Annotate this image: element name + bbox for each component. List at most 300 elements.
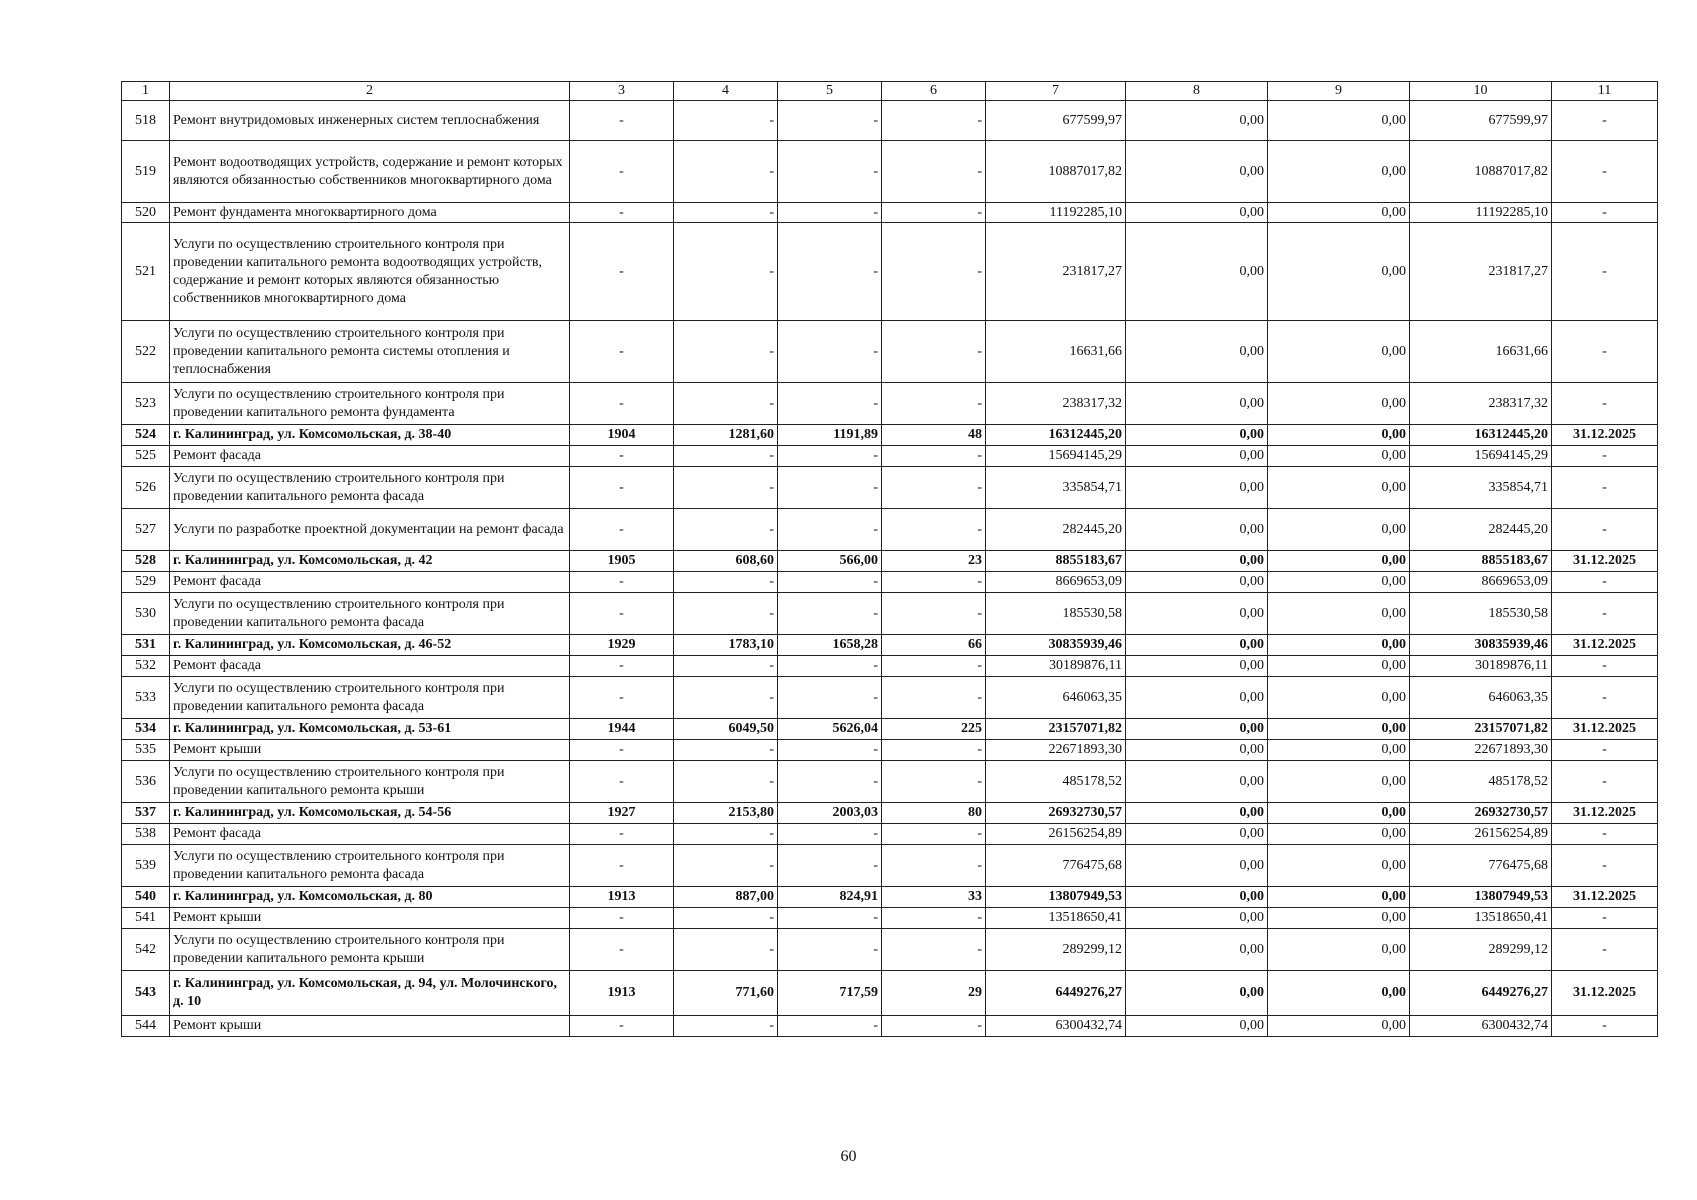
cell-col7: 677599,97 xyxy=(986,101,1126,141)
cell-col3: - xyxy=(570,203,674,223)
row-number-cell: 540 xyxy=(122,887,170,908)
cell-col4: - xyxy=(674,824,778,845)
row-name-cell: Услуги по разработке проектной документации на ремонт фасада xyxy=(170,509,570,551)
cell-col4: - xyxy=(674,203,778,223)
cell-col3: - xyxy=(570,908,674,929)
cell-col5: - xyxy=(778,761,882,803)
page-number: 60 xyxy=(840,1148,857,1165)
cell-col6: - xyxy=(882,223,986,321)
row-number-cell: 533 xyxy=(122,677,170,719)
row-number-cell: 518 xyxy=(122,101,170,141)
cell-col11: 31.12.2025 xyxy=(1552,635,1658,656)
table-row xyxy=(122,1016,1658,1037)
cell-col5: 2003,03 xyxy=(778,803,882,824)
address-row xyxy=(122,425,1658,446)
cell-col8: 0,00 xyxy=(1126,887,1268,908)
cell-col4: - xyxy=(674,1016,778,1037)
cell-col7: 6300432,74 xyxy=(986,1016,1126,1037)
cell-col6: - xyxy=(882,383,986,425)
cell-col5: - xyxy=(778,383,882,425)
row-name-cell: Ремонт водоотводящих устройств, содержание и ремонт которых являются обязанностью собственников многоквартирного дома xyxy=(170,141,570,203)
cell-col5: - xyxy=(778,509,882,551)
cell-col10: 15694145,29 xyxy=(1410,446,1552,467)
cell-col10: 23157071,82 xyxy=(1410,719,1552,740)
row-number-cell: 538 xyxy=(122,824,170,845)
cell-col6: 29 xyxy=(882,971,986,1016)
cell-col7: 776475,68 xyxy=(986,845,1126,887)
cell-col6: - xyxy=(882,677,986,719)
cell-col6: 23 xyxy=(882,551,986,572)
cell-col10: 776475,68 xyxy=(1410,845,1552,887)
cell-col8: 0,00 xyxy=(1126,761,1268,803)
cell-col4: - xyxy=(674,383,778,425)
row-number-cell: 525 xyxy=(122,446,170,467)
cell-col7: 6449276,27 xyxy=(986,971,1126,1016)
cell-col11: - xyxy=(1552,656,1658,677)
cell-col9: 0,00 xyxy=(1268,908,1410,929)
row-name-cell: Услуги по осуществлению строительного контроля при проведении капитального ремонта фасада xyxy=(170,677,570,719)
row-name-cell: Услуги по осуществлению строительного контроля при проведении капитального ремонта фасада xyxy=(170,845,570,887)
row-number-cell: 519 xyxy=(122,141,170,203)
cell-col6: - xyxy=(882,141,986,203)
cell-col8: 0,00 xyxy=(1126,677,1268,719)
cell-col11: 31.12.2025 xyxy=(1552,803,1658,824)
cell-col5: - xyxy=(778,677,882,719)
row-name-cell: Ремонт фасада xyxy=(170,656,570,677)
cell-col6: - xyxy=(882,1016,986,1037)
cell-col11: 31.12.2025 xyxy=(1552,887,1658,908)
row-name-cell: Услуги по осуществлению строительного контроля при проведении капитального ремонта фундамента xyxy=(170,383,570,425)
cell-col6: 33 xyxy=(882,887,986,908)
row-name-cell: Услуги по осуществлению строительного контроля при проведении капитального ремонта системы отопления и теплоснабжения xyxy=(170,321,570,383)
row-name-cell: Ремонт крыши xyxy=(170,1016,570,1037)
cell-col8: 0,00 xyxy=(1126,509,1268,551)
cell-col10: 646063,35 xyxy=(1410,677,1552,719)
row-name-cell: г. Калининград, ул. Комсомольская, д. 80 xyxy=(170,887,570,908)
cell-col6: - xyxy=(882,446,986,467)
cell-col4: - xyxy=(674,321,778,383)
cell-col3: 1913 xyxy=(570,971,674,1016)
cell-col6: 80 xyxy=(882,803,986,824)
table-row xyxy=(122,656,1658,677)
cell-col7: 231817,27 xyxy=(986,223,1126,321)
table-row xyxy=(122,203,1658,223)
cell-col11: - xyxy=(1552,845,1658,887)
cell-col7: 289299,12 xyxy=(986,929,1126,971)
cell-col6: - xyxy=(882,203,986,223)
cell-col4: - xyxy=(674,101,778,141)
cell-col9: 0,00 xyxy=(1268,677,1410,719)
cell-col9: 0,00 xyxy=(1268,761,1410,803)
row-number-cell: 532 xyxy=(122,656,170,677)
cell-col6: - xyxy=(882,593,986,635)
row-number-cell: 529 xyxy=(122,572,170,593)
header-cell: 9 xyxy=(1268,82,1410,101)
cell-col10: 13807949,53 xyxy=(1410,887,1552,908)
row-name-cell: Ремонт крыши xyxy=(170,740,570,761)
cell-col7: 485178,52 xyxy=(986,761,1126,803)
cell-col11: - xyxy=(1552,509,1658,551)
cell-col9: 0,00 xyxy=(1268,509,1410,551)
cell-col9: 0,00 xyxy=(1268,321,1410,383)
cell-col7: 22671893,30 xyxy=(986,740,1126,761)
cell-col10: 10887017,82 xyxy=(1410,141,1552,203)
cell-col5: - xyxy=(778,141,882,203)
row-number-cell: 542 xyxy=(122,929,170,971)
cell-col9: 0,00 xyxy=(1268,101,1410,141)
row-number-cell: 541 xyxy=(122,908,170,929)
cell-col4: - xyxy=(674,509,778,551)
table-row xyxy=(122,677,1658,719)
cell-col4: - xyxy=(674,761,778,803)
cell-col3: - xyxy=(570,321,674,383)
cell-col5: 566,00 xyxy=(778,551,882,572)
cell-col10: 8855183,67 xyxy=(1410,551,1552,572)
cell-col7: 335854,71 xyxy=(986,467,1126,509)
cell-col5: - xyxy=(778,321,882,383)
cell-col8: 0,00 xyxy=(1126,908,1268,929)
cell-col3: 1927 xyxy=(570,803,674,824)
cell-col9: 0,00 xyxy=(1268,803,1410,824)
cell-col11: - xyxy=(1552,383,1658,425)
address-row xyxy=(122,551,1658,572)
table-row xyxy=(122,383,1658,425)
cell-col9: 0,00 xyxy=(1268,593,1410,635)
table-row xyxy=(122,572,1658,593)
row-number-cell: 536 xyxy=(122,761,170,803)
cell-col3: - xyxy=(570,223,674,321)
cell-col6: - xyxy=(882,572,986,593)
row-name-cell: Услуги по осуществлению строительного контроля при проведении капитального ремонта фасада xyxy=(170,593,570,635)
cell-col10: 26156254,89 xyxy=(1410,824,1552,845)
header-cell: 11 xyxy=(1552,82,1658,101)
cell-col9: 0,00 xyxy=(1268,446,1410,467)
cell-col3: 1913 xyxy=(570,887,674,908)
cell-col4: - xyxy=(674,845,778,887)
cell-col10: 289299,12 xyxy=(1410,929,1552,971)
cell-col7: 8669653,09 xyxy=(986,572,1126,593)
row-name-cell: Ремонт фасада xyxy=(170,572,570,593)
cell-col7: 13807949,53 xyxy=(986,887,1126,908)
row-number-cell: 539 xyxy=(122,845,170,887)
cell-col11: - xyxy=(1552,223,1658,321)
row-name-cell: г. Калининград, ул. Комсомольская, д. 46-52 xyxy=(170,635,570,656)
table-row xyxy=(122,509,1658,551)
cell-col9: 0,00 xyxy=(1268,572,1410,593)
cell-col8: 0,00 xyxy=(1126,101,1268,141)
row-name-cell: Ремонт фундамента многоквартирного дома xyxy=(170,203,570,223)
row-number-cell: 522 xyxy=(122,321,170,383)
cell-col4: 887,00 xyxy=(674,887,778,908)
cell-col9: 0,00 xyxy=(1268,141,1410,203)
cell-col9: 0,00 xyxy=(1268,887,1410,908)
cell-col11: 31.12.2025 xyxy=(1552,551,1658,572)
table-row xyxy=(122,321,1658,383)
cell-col3: - xyxy=(570,446,674,467)
cell-col11: - xyxy=(1552,467,1658,509)
row-name-cell: Ремонт внутридомовых инженерных систем теплоснабжения xyxy=(170,101,570,141)
table-row xyxy=(122,141,1658,203)
cell-col4: - xyxy=(674,467,778,509)
header-cell: 10 xyxy=(1410,82,1552,101)
cell-col8: 0,00 xyxy=(1126,719,1268,740)
cell-col4: - xyxy=(674,593,778,635)
cell-col3: - xyxy=(570,677,674,719)
cell-col5: - xyxy=(778,223,882,321)
row-number-cell: 524 xyxy=(122,425,170,446)
header-cell: 1 xyxy=(122,82,170,101)
cell-col4: - xyxy=(674,677,778,719)
cell-col10: 11192285,10 xyxy=(1410,203,1552,223)
cell-col8: 0,00 xyxy=(1126,803,1268,824)
cell-col3: - xyxy=(570,929,674,971)
cell-col8: 0,00 xyxy=(1126,321,1268,383)
cell-col7: 23157071,82 xyxy=(986,719,1126,740)
cell-col7: 16631,66 xyxy=(986,321,1126,383)
cell-col10: 485178,52 xyxy=(1410,761,1552,803)
cell-col6: - xyxy=(882,509,986,551)
cell-col7: 26156254,89 xyxy=(986,824,1126,845)
cell-col4: - xyxy=(674,908,778,929)
cell-col10: 30835939,46 xyxy=(1410,635,1552,656)
cell-col9: 0,00 xyxy=(1268,971,1410,1016)
cell-col8: 0,00 xyxy=(1126,593,1268,635)
cell-col10: 231817,27 xyxy=(1410,223,1552,321)
cell-col7: 11192285,10 xyxy=(986,203,1126,223)
cell-col10: 282445,20 xyxy=(1410,509,1552,551)
cell-col4: - xyxy=(674,141,778,203)
cell-col10: 8669653,09 xyxy=(1410,572,1552,593)
cell-col3: - xyxy=(570,824,674,845)
cell-col5: - xyxy=(778,824,882,845)
row-name-cell: г. Калининград, ул. Комсомольская, д. 53-61 xyxy=(170,719,570,740)
cell-col5: - xyxy=(778,593,882,635)
table-row xyxy=(122,593,1658,635)
cell-col5: - xyxy=(778,572,882,593)
cell-col7: 238317,32 xyxy=(986,383,1126,425)
cell-col10: 6300432,74 xyxy=(1410,1016,1552,1037)
row-number-cell: 531 xyxy=(122,635,170,656)
cell-col8: 0,00 xyxy=(1126,740,1268,761)
header-cell: 3 xyxy=(570,82,674,101)
cell-col6: - xyxy=(882,656,986,677)
cell-col5: 5626,04 xyxy=(778,719,882,740)
cell-col11: - xyxy=(1552,824,1658,845)
row-name-cell: г. Калининград, ул. Комсомольская, д. 38-40 xyxy=(170,425,570,446)
row-number-cell: 528 xyxy=(122,551,170,572)
cell-col5: - xyxy=(778,101,882,141)
cell-col3: - xyxy=(570,383,674,425)
address-row xyxy=(122,635,1658,656)
register-table xyxy=(121,81,1658,1037)
cell-col9: 0,00 xyxy=(1268,635,1410,656)
cell-col8: 0,00 xyxy=(1126,929,1268,971)
cell-col3: - xyxy=(570,101,674,141)
cell-col5: - xyxy=(778,908,882,929)
row-number-cell: 523 xyxy=(122,383,170,425)
cell-col6: - xyxy=(882,824,986,845)
table-row xyxy=(122,740,1658,761)
cell-col10: 13518650,41 xyxy=(1410,908,1552,929)
cell-col11: - xyxy=(1552,141,1658,203)
cell-col11: - xyxy=(1552,908,1658,929)
cell-col4: 1281,60 xyxy=(674,425,778,446)
cell-col3: - xyxy=(570,141,674,203)
cell-col7: 8855183,67 xyxy=(986,551,1126,572)
cell-col8: 0,00 xyxy=(1126,971,1268,1016)
cell-col9: 0,00 xyxy=(1268,467,1410,509)
cell-col8: 0,00 xyxy=(1126,551,1268,572)
table-row xyxy=(122,761,1658,803)
cell-col5: - xyxy=(778,929,882,971)
row-name-cell: Ремонт фасада xyxy=(170,446,570,467)
table-row xyxy=(122,845,1658,887)
cell-col8: 0,00 xyxy=(1126,845,1268,887)
cell-col7: 30835939,46 xyxy=(986,635,1126,656)
table-row xyxy=(122,824,1658,845)
cell-col4: - xyxy=(674,929,778,971)
cell-col5: - xyxy=(778,740,882,761)
table-header-row xyxy=(122,82,1658,101)
cell-col9: 0,00 xyxy=(1268,203,1410,223)
row-number-cell: 530 xyxy=(122,593,170,635)
cell-col5: - xyxy=(778,467,882,509)
cell-col6: - xyxy=(882,761,986,803)
cell-col6: - xyxy=(882,740,986,761)
cell-col3: 1944 xyxy=(570,719,674,740)
address-row xyxy=(122,719,1658,740)
cell-col3: - xyxy=(570,593,674,635)
cell-col11: - xyxy=(1552,321,1658,383)
cell-col11: - xyxy=(1552,1016,1658,1037)
cell-col11: - xyxy=(1552,677,1658,719)
cell-col5: 1191,89 xyxy=(778,425,882,446)
table-row xyxy=(122,223,1658,321)
cell-col11: - xyxy=(1552,101,1658,141)
row-name-cell: Услуги по осуществлению строительного контроля при проведении капитального ремонта водоотводящих устройств, содержание и ремонт которых являются обязанностью собственников многоквартирного дома xyxy=(170,223,570,321)
address-row xyxy=(122,887,1658,908)
cell-col10: 22671893,30 xyxy=(1410,740,1552,761)
row-name-cell: Услуги по осуществлению строительного контроля при проведении капитального ремонта фасада xyxy=(170,467,570,509)
row-number-cell: 521 xyxy=(122,223,170,321)
cell-col4: - xyxy=(674,572,778,593)
table-row xyxy=(122,101,1658,141)
cell-col7: 282445,20 xyxy=(986,509,1126,551)
row-number-cell: 535 xyxy=(122,740,170,761)
cell-col7: 10887017,82 xyxy=(986,141,1126,203)
cell-col7: 185530,58 xyxy=(986,593,1126,635)
row-name-cell: Услуги по осуществлению строительного контроля при проведении капитального ремонта крыши xyxy=(170,929,570,971)
row-number-cell: 527 xyxy=(122,509,170,551)
cell-col5: 717,59 xyxy=(778,971,882,1016)
cell-col3: - xyxy=(570,761,674,803)
cell-col10: 16312445,20 xyxy=(1410,425,1552,446)
cell-col9: 0,00 xyxy=(1268,425,1410,446)
cell-col5: - xyxy=(778,203,882,223)
cell-col5: - xyxy=(778,845,882,887)
cell-col5: 824,91 xyxy=(778,887,882,908)
row-number-cell: 544 xyxy=(122,1016,170,1037)
cell-col7: 15694145,29 xyxy=(986,446,1126,467)
cell-col9: 0,00 xyxy=(1268,383,1410,425)
cell-col6: - xyxy=(882,467,986,509)
cell-col7: 26932730,57 xyxy=(986,803,1126,824)
cell-col9: 0,00 xyxy=(1268,929,1410,971)
header-cell: 5 xyxy=(778,82,882,101)
cell-col6: 66 xyxy=(882,635,986,656)
cell-col11: 31.12.2025 xyxy=(1552,971,1658,1016)
cell-col10: 238317,32 xyxy=(1410,383,1552,425)
cell-col6: - xyxy=(882,321,986,383)
cell-col8: 0,00 xyxy=(1126,141,1268,203)
cell-col4: 771,60 xyxy=(674,971,778,1016)
row-number-cell: 534 xyxy=(122,719,170,740)
cell-col10: 335854,71 xyxy=(1410,467,1552,509)
table-row xyxy=(122,929,1658,971)
header-cell: 4 xyxy=(674,82,778,101)
cell-col6: 48 xyxy=(882,425,986,446)
row-number-cell: 543 xyxy=(122,971,170,1016)
row-name-cell: Ремонт фасада xyxy=(170,824,570,845)
cell-col9: 0,00 xyxy=(1268,845,1410,887)
cell-col5: - xyxy=(778,656,882,677)
cell-col10: 677599,97 xyxy=(1410,101,1552,141)
cell-col3: - xyxy=(570,572,674,593)
cell-col3: - xyxy=(570,656,674,677)
cell-col7: 16312445,20 xyxy=(986,425,1126,446)
header-cell: 2 xyxy=(170,82,570,101)
cell-col4: - xyxy=(674,223,778,321)
cell-col11: - xyxy=(1552,203,1658,223)
cell-col8: 0,00 xyxy=(1126,425,1268,446)
cell-col9: 0,00 xyxy=(1268,740,1410,761)
row-name-cell: Ремонт крыши xyxy=(170,908,570,929)
cell-col9: 0,00 xyxy=(1268,551,1410,572)
cell-col6: - xyxy=(882,845,986,887)
table-row xyxy=(122,446,1658,467)
cell-col8: 0,00 xyxy=(1126,446,1268,467)
cell-col10: 16631,66 xyxy=(1410,321,1552,383)
cell-col7: 13518650,41 xyxy=(986,908,1126,929)
table-row xyxy=(122,467,1658,509)
cell-col7: 646063,35 xyxy=(986,677,1126,719)
cell-col8: 0,00 xyxy=(1126,824,1268,845)
cell-col4: 2153,80 xyxy=(674,803,778,824)
cell-col4: 608,60 xyxy=(674,551,778,572)
table-row xyxy=(122,908,1658,929)
cell-col6: - xyxy=(882,908,986,929)
cell-col10: 26932730,57 xyxy=(1410,803,1552,824)
cell-col10: 30189876,11 xyxy=(1410,656,1552,677)
cell-col3: - xyxy=(570,509,674,551)
cell-col3: 1904 xyxy=(570,425,674,446)
cell-col4: - xyxy=(674,446,778,467)
cell-col9: 0,00 xyxy=(1268,824,1410,845)
cell-col11: 31.12.2025 xyxy=(1552,719,1658,740)
row-number-cell: 537 xyxy=(122,803,170,824)
cell-col8: 0,00 xyxy=(1126,383,1268,425)
row-name-cell: г. Калининград, ул. Комсомольская, д. 54-56 xyxy=(170,803,570,824)
row-number-cell: 520 xyxy=(122,203,170,223)
cell-col10: 6449276,27 xyxy=(1410,971,1552,1016)
cell-col3: 1905 xyxy=(570,551,674,572)
cell-col5: - xyxy=(778,446,882,467)
cell-col9: 0,00 xyxy=(1268,1016,1410,1037)
cell-col11: - xyxy=(1552,740,1658,761)
header-cell: 6 xyxy=(882,82,986,101)
cell-col10: 185530,58 xyxy=(1410,593,1552,635)
cell-col5: 1658,28 xyxy=(778,635,882,656)
